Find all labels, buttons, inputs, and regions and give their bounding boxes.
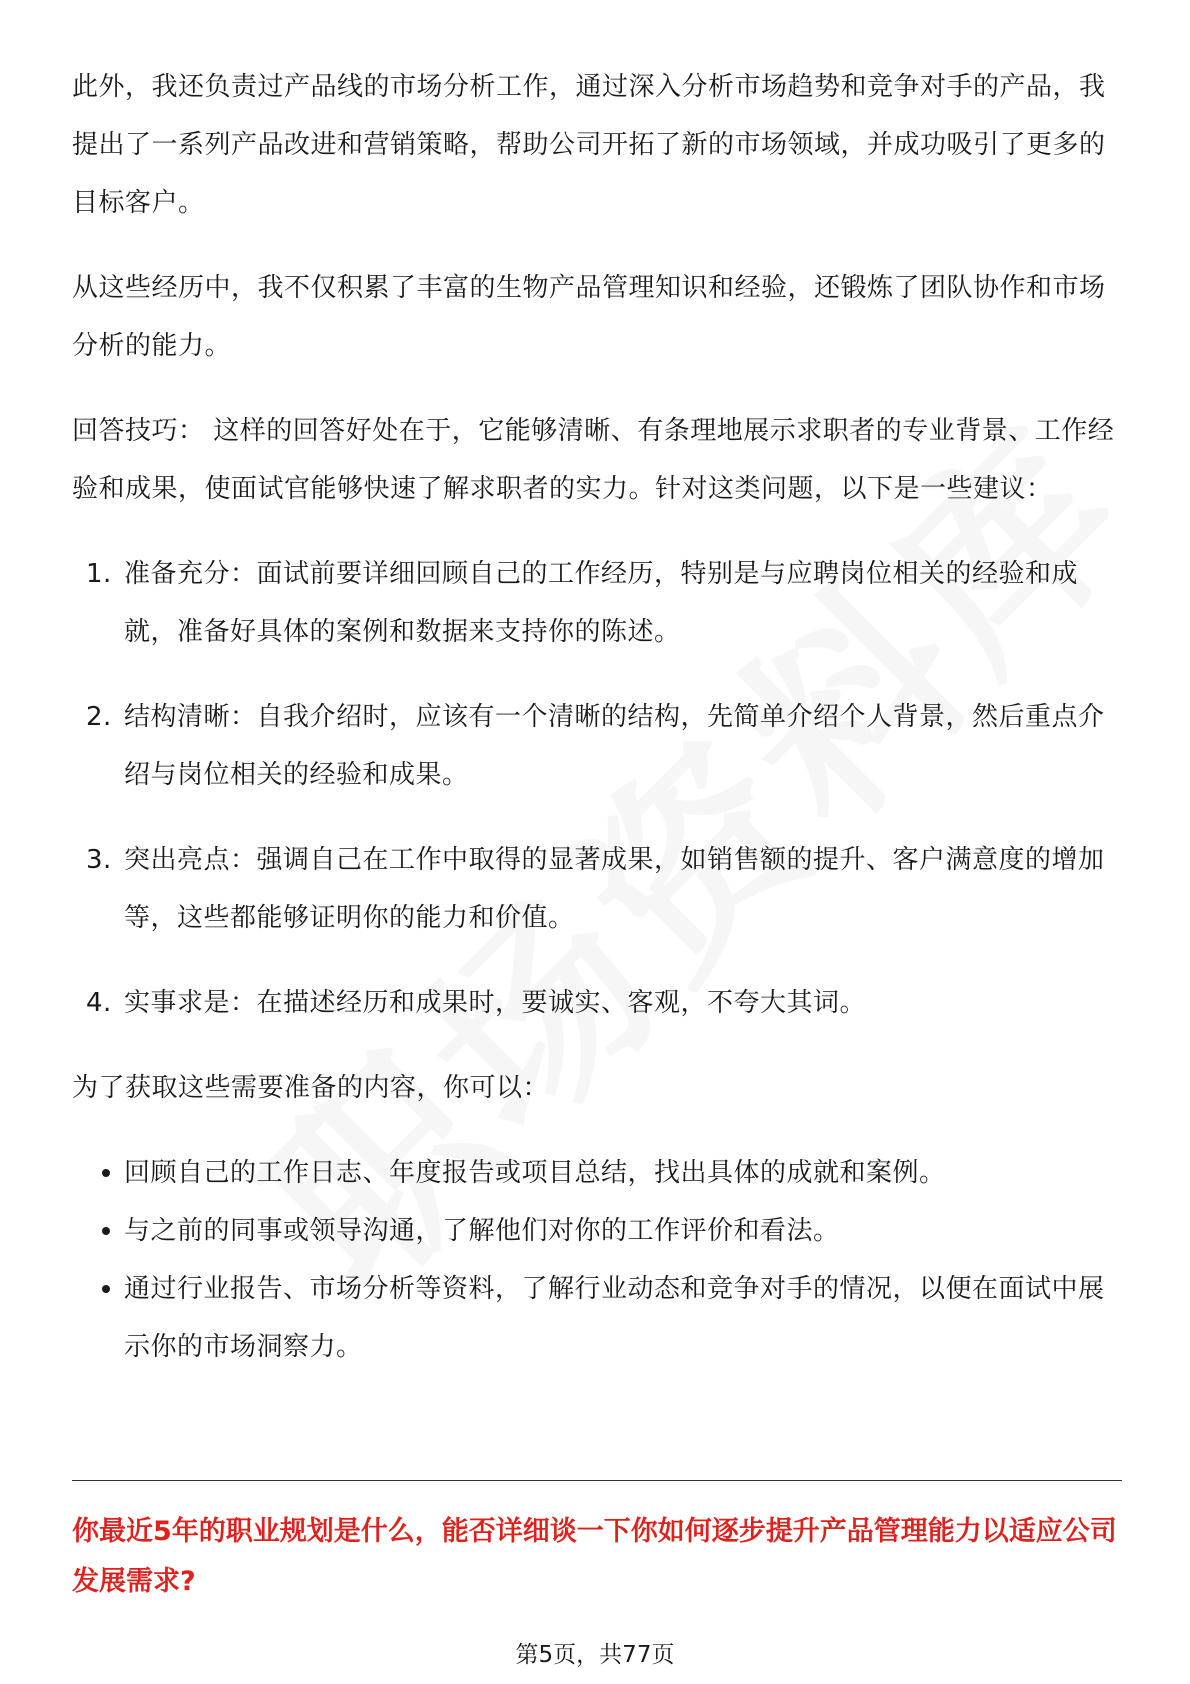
list-item-number: 1. bbox=[86, 559, 112, 589]
bullet-item bbox=[72, 1260, 1122, 1376]
paragraph-preparation-intro: 为了获取这些需要准备的内容，你可以： bbox=[72, 1073, 550, 1103]
paragraph-experience-summary: 从这些经历中，我不仅积累了丰富的生物产品管理知识和经验，还锻炼了团队协作和市场分析的能力。 bbox=[72, 273, 1106, 361]
tips-list bbox=[72, 545, 1122, 1032]
bullet-dot-icon bbox=[102, 1285, 110, 1293]
list-item-number: 3. bbox=[86, 845, 112, 875]
list-item-number: 2. bbox=[86, 702, 112, 732]
bullet-dot-icon bbox=[102, 1169, 110, 1177]
bullet-item-text: 与之前的同事或领导沟通，了解他们对你的工作评价和看法。 bbox=[124, 1216, 840, 1246]
bullet-item bbox=[72, 1144, 1122, 1202]
list-item bbox=[72, 831, 1122, 947]
bullet-dot-icon bbox=[102, 1227, 110, 1235]
paragraph-market-analysis: 此外，我还负责过产品线的市场分析工作，通过深入分析市场趋势和竞争对手的产品，我提出了一系列产品改进和营销策略，帮助公司开拓了新的市场领域，并成功吸引了更多的目标客户。 bbox=[72, 72, 1106, 218]
list-item-text: 结构清晰：自我介绍时，应该有一个清晰的结构，先简单介绍个人背景，然后重点介绍与岗位相关的经验和成果。 bbox=[124, 702, 1105, 790]
page-number-footer: 第5页，共77页 bbox=[515, 1642, 675, 1668]
bullet-item-text: 回顾自己的工作日志、年度报告或项目总结，找出具体的成就和案例。 bbox=[124, 1158, 946, 1188]
bullet-item-text: 通过行业报告、市场分析等资料，了解行业动态和竞争对手的情况，以便在面试中展示你的市场洞察力。 bbox=[124, 1274, 1105, 1362]
list-item-text: 突出亮点：强调自己在工作中取得的显著成果，如销售额的提升、客户满意度的增加等，这些都能够证明你的能力和价值。 bbox=[124, 845, 1105, 933]
list-item-text: 准备充分：面试前要详细回顾自己的工作经历，特别是与应聘岗位相关的经验和成就，准备好具体的案例和数据来支持你的陈述。 bbox=[124, 559, 1079, 647]
list-item bbox=[72, 974, 1122, 1032]
list-item-text: 实事求是：在描述经历和成果时，要诚实、客观，不夸大其词。 bbox=[124, 988, 867, 1018]
section-divider bbox=[72, 1480, 1122, 1481]
list-item-number: 4. bbox=[86, 988, 112, 1018]
interview-question-heading: 你最近5年的职业规划是什么，能否详细谈一下你如何逐步提升产品管理能力以适应公司发展需求? bbox=[72, 1516, 1117, 1597]
paragraph-answer-tips: 回答技巧： 这样的回答好处在于，它能够清晰、有条理地展示求职者的专业背景、工作经验和成果，使面试官能够快速了解求职者的实力。针对这类问题，以下是一些建议： bbox=[72, 416, 1115, 504]
list-item bbox=[72, 545, 1122, 661]
preparation-bullet-list bbox=[72, 1144, 1122, 1376]
bullet-item bbox=[72, 1202, 1122, 1260]
document-body bbox=[72, 58, 1122, 1376]
list-item bbox=[72, 688, 1122, 804]
